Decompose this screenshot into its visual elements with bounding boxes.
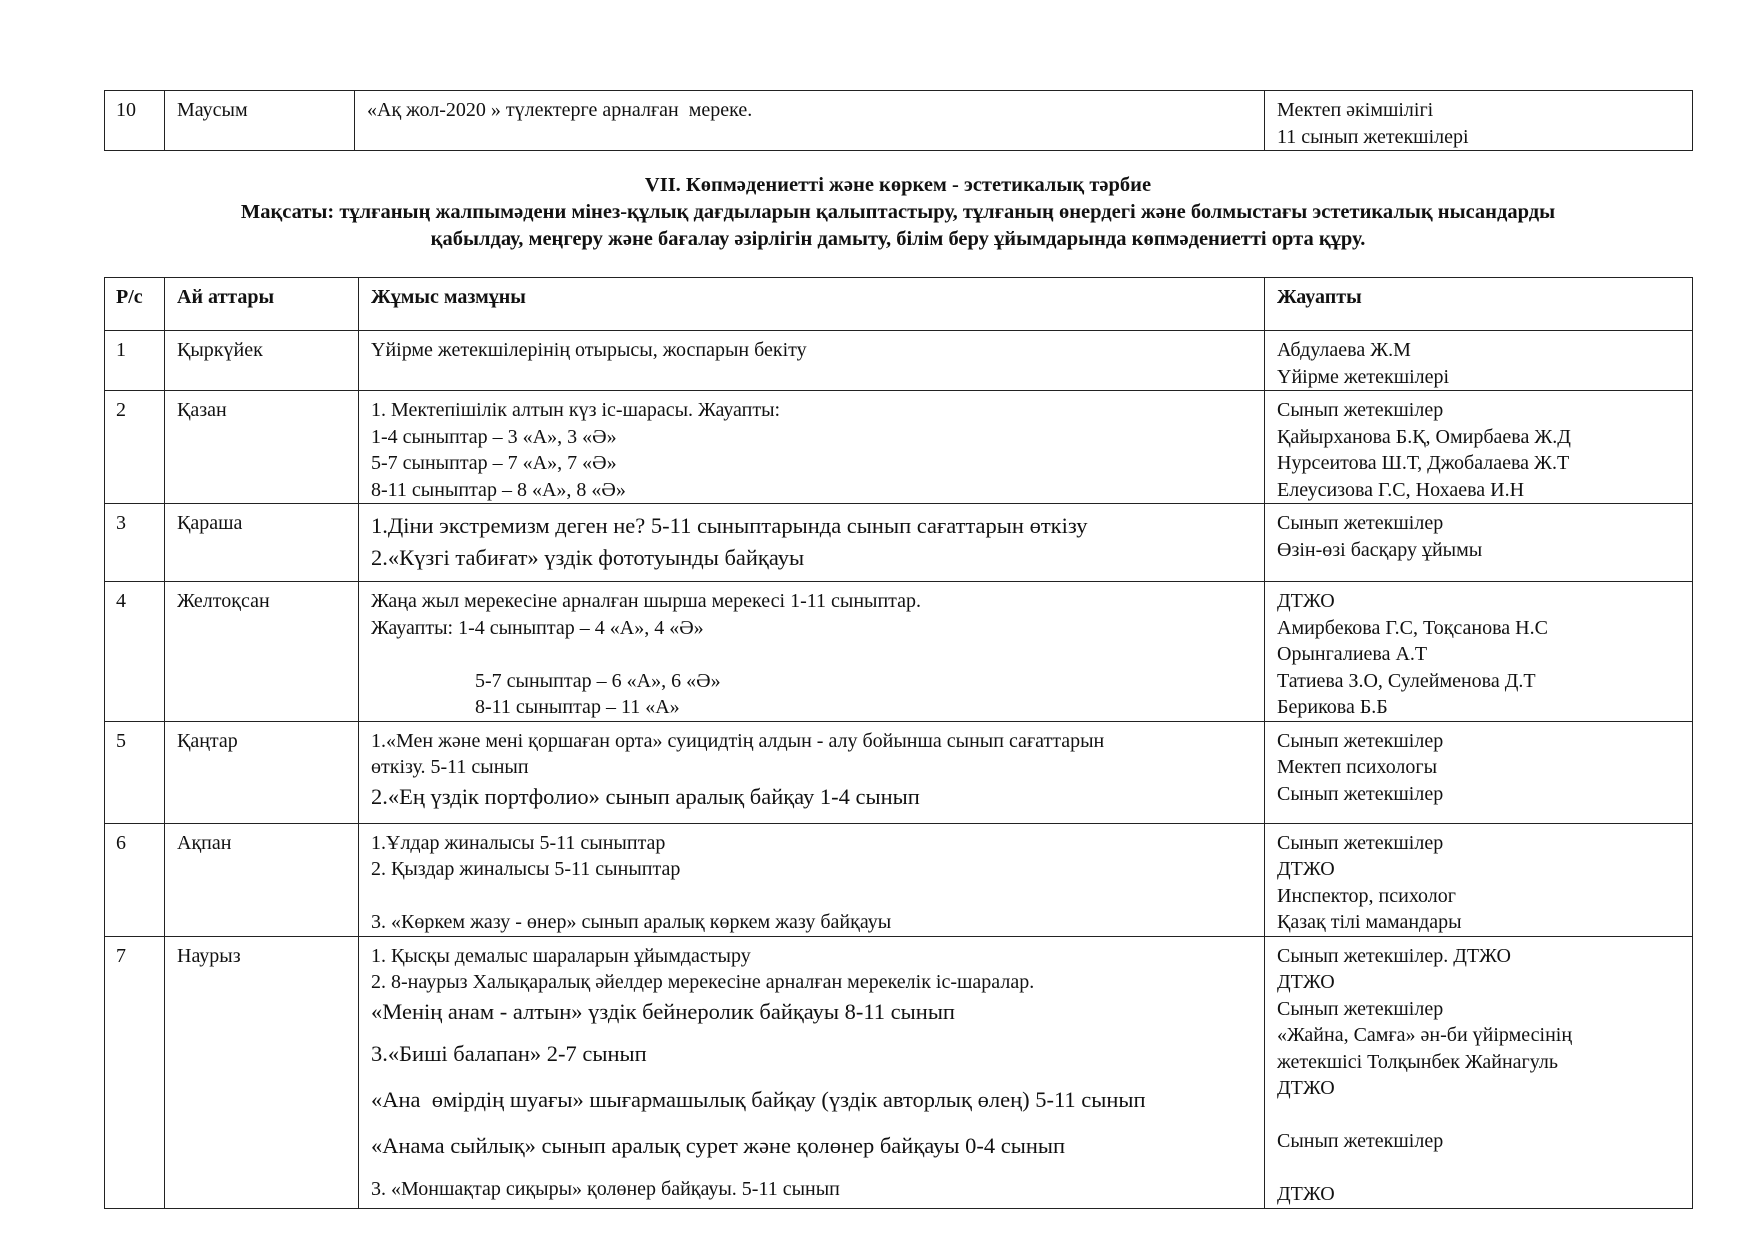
table-row [105, 391, 1693, 504]
row-responsible: Абдулаева Ж.М Үйірме жетекшілері [1265, 331, 1693, 391]
row-content: 1.«Мен және мені қоршаған орта» суицидтің алдын - алу бойынша сынып сағаттарын өткізу. 5-11 сынып 2.«Ең үздік портфолио» сынып аралық байқау 1-4 сынып [359, 721, 1265, 823]
table-header-row [105, 278, 1693, 331]
row-number: 1 [105, 331, 165, 391]
row-content: 1.Діни экстремизм деген не? 5-11 сыныптарында сынып сағаттарын өткізу 2.«Күзгі табиғат» үздік фототуынды байқауы [359, 504, 1265, 582]
table-row [105, 331, 1693, 391]
row-content: Үйірме жетекшілерінің отырысы, жоспарын бекіту [359, 331, 1265, 391]
section-heading [104, 172, 1692, 253]
row-content: Жаңа жыл мерекесіне арналған шырша мерекесі 1-11 сыныптар. Жауапты: 1-4 сыныптар – 4 «А», 4 «Ә» 5-7 сыныптар – 6 «А», 6 «Ә» 8-11 сыныптар – 11 «А» [359, 582, 1265, 722]
row-content: 1. Мектепішілік алтын күз іс-шарасы. Жауапты: 1-4 сыныптар – 3 «А», 3 «Ә» 5-7 сыныптар – 7 «А», 7 «Ә» 8-11 сыныптар – 8 «А», 8 «Ә» [359, 391, 1265, 504]
section-goal-line-1: Мақсаты: тұлғаның жалпымәдени мінез-құлық дағдыларын қалыптастыру, тұлғаның өнердегі және болмыстағы эстетикалық нысандарды [240, 201, 1556, 223]
row-number: 3 [105, 504, 165, 582]
row-month: Қаңтар [165, 721, 359, 823]
row-responsible: Сынып жетекшілер Өзін-өзі басқару ұйымы [1265, 504, 1693, 582]
row-responsible: Мектеп әкімшілігі 11 сынып жетекшілері [1265, 91, 1693, 151]
row-responsible: Сынып жетекшілер ДТЖО Инспектор, психолог Қазақ тілі мамандары [1265, 823, 1693, 936]
table-row [105, 721, 1693, 823]
table-row [105, 936, 1693, 1208]
row-content: «Ақ жол-2020 » түлектерге арналған мереке. [355, 91, 1265, 151]
header-month: Ай аттары [165, 278, 359, 331]
row-responsible: Сынып жетекшілер. ДТЖО ДТЖО Сынып жетекшілер «Жайна, Самға» ән-би үйірмесінің жетекшісі Толқынбек Жайнагуль ДТЖО Сынып жетекшілер ДТЖО [1265, 936, 1693, 1208]
table-row [105, 91, 1693, 151]
header-num: Р/с [105, 278, 165, 331]
row-month: Қазан [165, 391, 359, 504]
row-responsible: ДТЖО Амирбекова Г.С, Тоқсанова Н.С Орынгалиева А.Т Татиева З.О, Сулейменова Д.Т Берикова Б.Б [1265, 582, 1693, 722]
row-month: Ақпан [165, 823, 359, 936]
section-title: VII. Көпмәдениетті және көркем - эстетикалық тәрбие [644, 174, 1152, 196]
row-month: Қараша [165, 504, 359, 582]
row-month: Қыркүйек [165, 331, 359, 391]
row-number: 6 [105, 823, 165, 936]
top-table [104, 90, 1693, 151]
table-row [105, 582, 1693, 722]
row-number: 7 [105, 936, 165, 1208]
row-month: Наурыз [165, 936, 359, 1208]
row-responsible: Сынып жетекшілер Қайырханова Б.Қ, Омирбаева Ж.Д Нурсеитова Ш.Т, Джобалаева Ж.Т Елеусизова Г.С, Нохаева И.Н [1265, 391, 1693, 504]
header-responsible: Жауапты [1265, 278, 1693, 331]
row-responsible: Сынып жетекшілер Мектеп психологы Сынып жетекшілер [1265, 721, 1693, 823]
section-goal-line-2: қабылдау, меңгеру және бағалау әзірлігін дамыту, білім беру ұйымдарында көпмәдениетті орта құру. [430, 228, 1366, 250]
row-number: 5 [105, 721, 165, 823]
table-row [105, 504, 1693, 582]
row-content: 1. Қысқы демалыс шараларын ұйымдастыру 2. 8-наурыз Халықаралық әйелдер мерекесіне арналған мерекелік іс-шаралар. «Менің анам - алтын» үздік бейнеролик байқауы 8-11 сынып 3.«Биші балапан» 2-7 сынып «Ана өмірдің шуағы» шығармашылық байқау (үздік авторлық өлең) 5-11 сынып «Анама сыйлық» сынып аралық сурет және қолөнер байқауы 0-4 сынып 3. «Моншақтар сиқыры» қолөнер байқауы. 5-11 сынып [359, 936, 1265, 1208]
row-number: 4 [105, 582, 165, 722]
row-number: 10 [105, 91, 165, 151]
main-table [104, 277, 1693, 1209]
row-month: Маусым [165, 91, 355, 151]
table-row [105, 823, 1693, 936]
row-number: 2 [105, 391, 165, 504]
header-content: Жұмыс мазмұны [359, 278, 1265, 331]
row-month: Желтоқсан [165, 582, 359, 722]
row-content: 1.Ұлдар жиналысы 5-11 сыныптар 2. Қыздар жиналысы 5-11 сыныптар 3. «Көркем жазу - өнер» сынып аралық көркем жазу байқауы [359, 823, 1265, 936]
